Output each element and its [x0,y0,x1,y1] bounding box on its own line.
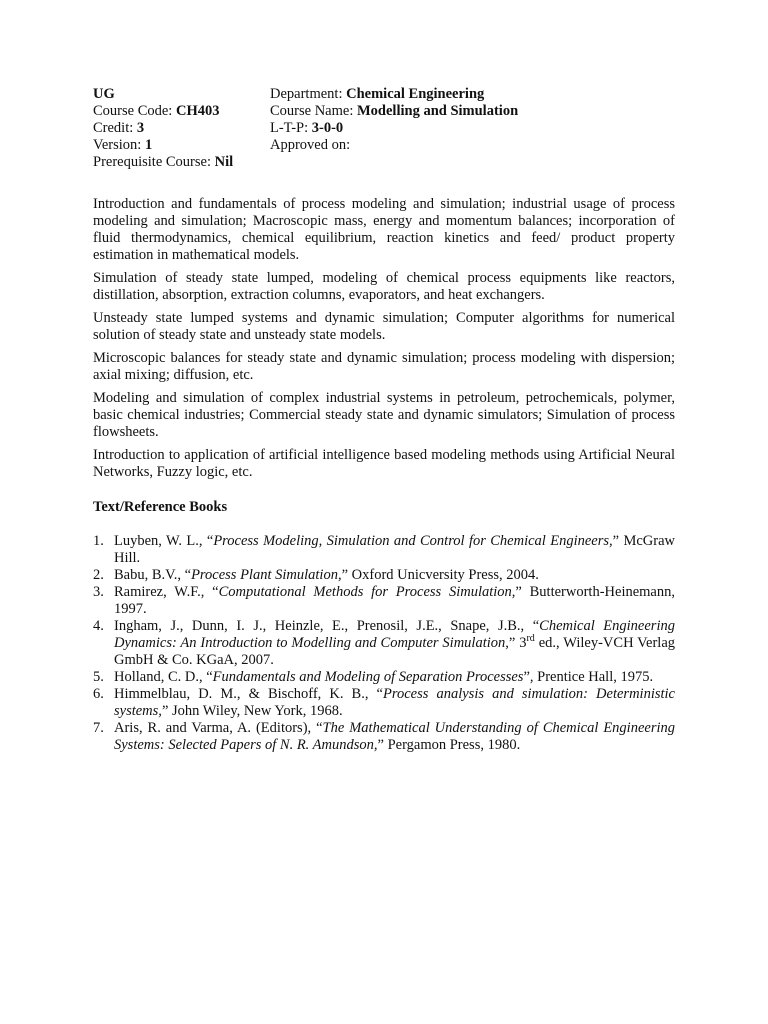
reference-publisher: ” Butterworth-Heinemann, 1997. [114,584,675,617]
reference-publisher: ” Oxford Unicversity Press, 2004. [341,567,539,583]
course-code-line [93,103,270,120]
reference-authors: Himmelblau, D. M., & Bischoff, K. B., “ [114,686,383,702]
reference-title: Fundamentals and Modeling of Separation Processes [212,669,524,685]
credit-label: Credit: [93,120,137,136]
reference-number: 4. [93,618,104,634]
version-line [93,137,270,154]
reference-number: 3. [93,584,104,600]
department-label: Department: [270,86,347,102]
prerequisite-line [93,154,270,171]
reference-number: 7. [93,720,104,736]
syllabus-paragraph: Microscopic balances for steady state and dynamic simulation; process modeling with dispersion; axial mixing; diffusion, etc. [93,350,675,383]
approved-label: Approved on: [270,137,351,153]
reference-title: The Mathematical Understanding of Chemical Engineering Systems: Selected Papers of N. R. Amundson, [114,720,675,753]
reference-publisher: ” Pergamon Press, 1980. [377,737,521,753]
reference-item [93,720,675,754]
reference-publisher-rest: ed., Wiley-VCH Verlag GmbH & Co. KGaA, 2007. [114,635,676,668]
reference-publisher: ” 3 [508,635,527,651]
references-list [93,533,675,754]
reference-publisher: ” John Wiley, New York, 1968. [161,703,343,719]
credit-value: 3 [136,120,145,136]
syllabus-content [93,196,675,481]
course-name-line [270,103,675,120]
reference-title: Chemical Engineering Dynamics: An Introduction to Modelling and Computer Simulation, [114,618,675,651]
reference-authors: Babu, B.V., “ [114,567,192,583]
reference-number: 6. [93,686,104,702]
reference-item [93,669,675,686]
course-code-label: Course Code: [93,103,176,119]
syllabus-paragraph: Introduction to application of artificial intelligence based modeling methods using Artificial Neural Networks, Fuzzy logic, etc. [93,447,675,480]
reference-publisher: ”, Prentice Hall, 1975. [523,669,654,685]
reference-number: 2. [93,567,104,583]
reference-title: Process Modeling, Simulation and Control for Chemical Engineers, [213,533,613,549]
reference-item [93,686,675,720]
version-value: 1 [144,137,153,153]
references-heading: Text/Reference Books [93,499,228,515]
reference-item [93,584,675,618]
reference-authors: Aris, R. and Varma, A. (Editors), “ [114,720,323,736]
course-code-value: CH403 [175,103,220,119]
level-value: UG [93,86,115,102]
prerequisite-value: Nil [214,154,234,170]
reference-authors: Luyben, W. L., “ [114,533,214,549]
department-value: Chemical Engineering [346,86,485,102]
header-right-column [270,86,675,171]
prerequisite-label: Prerequisite Course: [93,154,215,170]
reference-title: Process analysis and simulation: Deterministic systems, [114,686,675,719]
reference-publisher: ” McGraw Hill. [114,533,675,566]
level-line [93,86,270,103]
syllabus-paragraph: Modeling and simulation of complex industrial systems in petroleum, petrochemicals, polymer, basic chemical industries; Commercial steady state and dynamic simulators; Simulation of process flowsheets. [93,390,675,440]
reference-item [93,533,675,567]
course-name-value: Modelling and Simulation [356,103,519,119]
reference-item [93,567,675,584]
reference-number: 5. [93,669,104,685]
reference-title: Process Plant Simulation, [191,567,342,583]
reference-authors: Holland, C. D., “ [114,669,213,685]
reference-superscript: rd [526,633,535,645]
course-document [93,86,675,754]
version-label: Version: [93,137,145,153]
reference-number: 1. [93,533,104,549]
reference-title: Computational Methods for Process Simulation, [218,584,516,600]
department-line [270,86,675,103]
reference-item [93,618,675,669]
ltp-label: L-T-P: [270,120,312,136]
reference-authors: Ingham, J., Dunn, I. J., Heinzle, E., Prenosil, J.E., Snape, J.B., “ [114,618,540,634]
approved-line [270,137,675,154]
header-left-column [93,86,270,171]
syllabus-paragraph: Simulation of steady state lumped, modeling of chemical process equipments like reactors, distillation, absorption, extraction columns, evaporators, and heat exchangers. [93,270,675,303]
syllabus-paragraph: Introduction and fundamentals of process modeling and simulation; industrial usage of process modeling and simulation; Macroscopic mass, energy and momentum balances; incorporation of fluid thermodynamics, chemical equilibrium, reaction kinetics and feed/ product property estimation in mathematical models. [93,196,675,263]
syllabus-paragraph: Unsteady state lumped systems and dynamic simulation; Computer algorithms for numerical solution of steady state and unsteady state models. [93,310,675,343]
course-name-label: Course Name: [270,103,357,119]
credit-line [93,120,270,137]
course-header [93,86,675,171]
ltp-value: 3-0-0 [311,120,344,136]
ltp-line [270,120,675,137]
reference-authors: Ramirez, W.F., “ [114,584,219,600]
